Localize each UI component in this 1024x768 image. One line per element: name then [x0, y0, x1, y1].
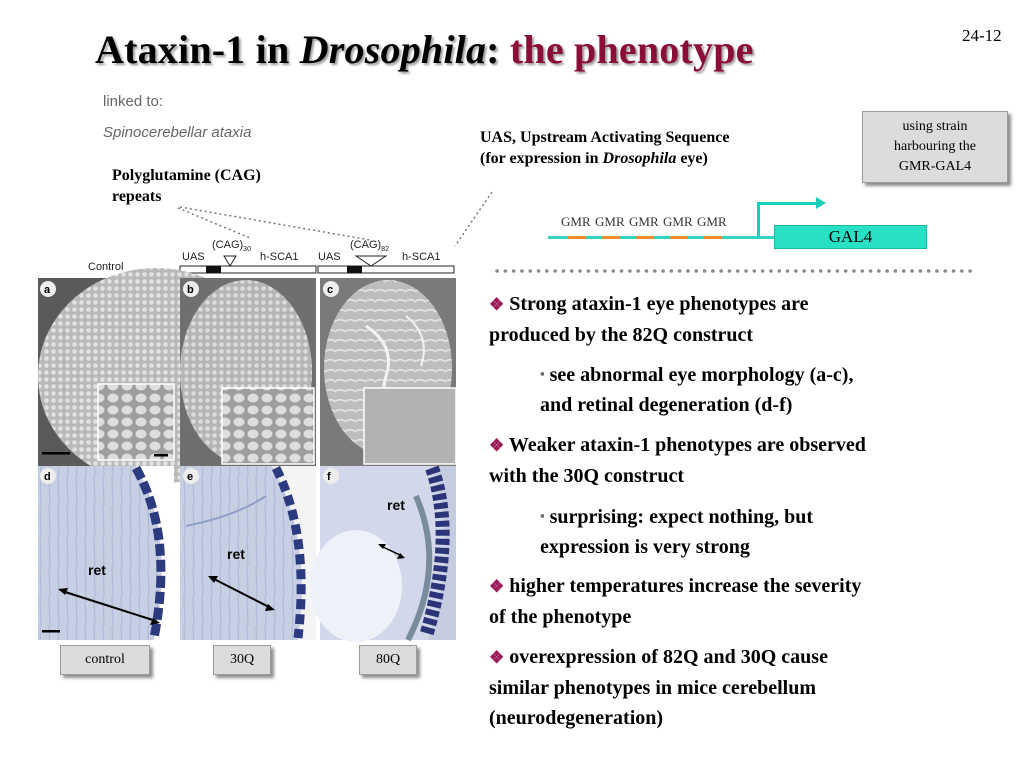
gmr-segment	[568, 236, 586, 239]
polyglutamine-label: Polyglutamine (CAG) repeats	[112, 167, 261, 205]
disease-name: Spinocerebellar ataxia	[103, 124, 252, 141]
gmr-segment	[602, 236, 620, 239]
diamond-bullet-icon: ❖	[489, 648, 505, 667]
hsca1-label: h-SCA1	[260, 251, 299, 263]
uas-fig-label: UAS	[182, 251, 205, 263]
gmr-label: GMR	[629, 214, 659, 229]
transcription-start-arrow	[757, 204, 760, 237]
control-fig-label: Control	[88, 261, 124, 273]
cag82-label: $(CAG)_{82}$	[350, 239, 389, 253]
panel-letter-c: c	[327, 284, 334, 296]
diamond-bullet-icon: ❖	[489, 436, 505, 455]
ret-label-e: ret	[227, 546, 245, 562]
panel-letter-d: d	[44, 471, 51, 483]
strain-note-box: using strain harbouring the GMR-GAL4	[862, 111, 1008, 183]
gmr-label: GMR	[595, 214, 625, 229]
cag30-label: $(CAG)_{30}$	[212, 239, 251, 253]
bullet-1: ❖ Strong ataxin-1 eye phenotypes are produced by the 82Q construct	[489, 293, 809, 346]
ret-label-f: ret	[387, 497, 405, 513]
slide-title: Ataxin-1 in Drosophila: the phenotype	[95, 27, 754, 72]
panel-letter-a: a	[44, 284, 51, 296]
gal4-gene-box: GAL4	[774, 225, 927, 249]
caption-80q: 80Q	[359, 645, 417, 675]
diamond-bullet-icon: ❖	[489, 295, 505, 314]
slide-number: 24-12	[962, 26, 1002, 45]
caption-control: control	[60, 645, 150, 675]
square-bullet-icon: ▪	[540, 508, 545, 523]
linked-to-label: linked to:	[103, 93, 164, 110]
bullet-2: ❖ Weaker ataxin-1 phenotypes are observed with the 30Q construct	[489, 434, 866, 487]
sub-bullet-1: ▪ see abnormal eye morphology (a-c), and retinal degeneration (d-f)	[540, 364, 854, 416]
ret-label-d: ret	[88, 562, 106, 578]
eye-phenotype-figure	[36, 236, 460, 642]
uas-fig-label-2: UAS	[318, 251, 341, 263]
gmr-segment	[704, 236, 722, 239]
hsca1-label-2: h-SCA1	[402, 251, 441, 263]
diamond-bullet-icon: ❖	[489, 577, 505, 596]
arrow-head-icon	[816, 197, 826, 209]
transcription-arrow-shaft	[757, 202, 819, 205]
panel-letter-e: e	[187, 471, 194, 483]
bullet-4: ❖ overexpression of 82Q and 30Q cause similar phenotypes in mice cerebellum (neurodegeneration)	[489, 646, 828, 729]
bullet-3: ❖ higher temperatures increase the severity of the phenotype	[489, 575, 862, 628]
square-bullet-icon: ▪	[540, 366, 545, 381]
sub-bullet-2: ▪ surprising: expect nothing, but expression is very strong	[540, 506, 813, 558]
gmr-segment	[670, 236, 688, 239]
uas-description: UAS, Upstream Activating Sequence (for expression in Drosophila eye)	[480, 129, 730, 167]
panel-letter-b: b	[187, 284, 194, 296]
gmr-segment	[636, 236, 654, 239]
gmr-label: GMR	[561, 214, 591, 229]
panel-letter-f: f	[327, 471, 331, 483]
dotted-separator	[495, 268, 975, 274]
gmr-label: GMR	[663, 214, 693, 229]
gmr-label: GMR	[697, 214, 727, 229]
caption-30q: 30Q	[213, 645, 271, 675]
